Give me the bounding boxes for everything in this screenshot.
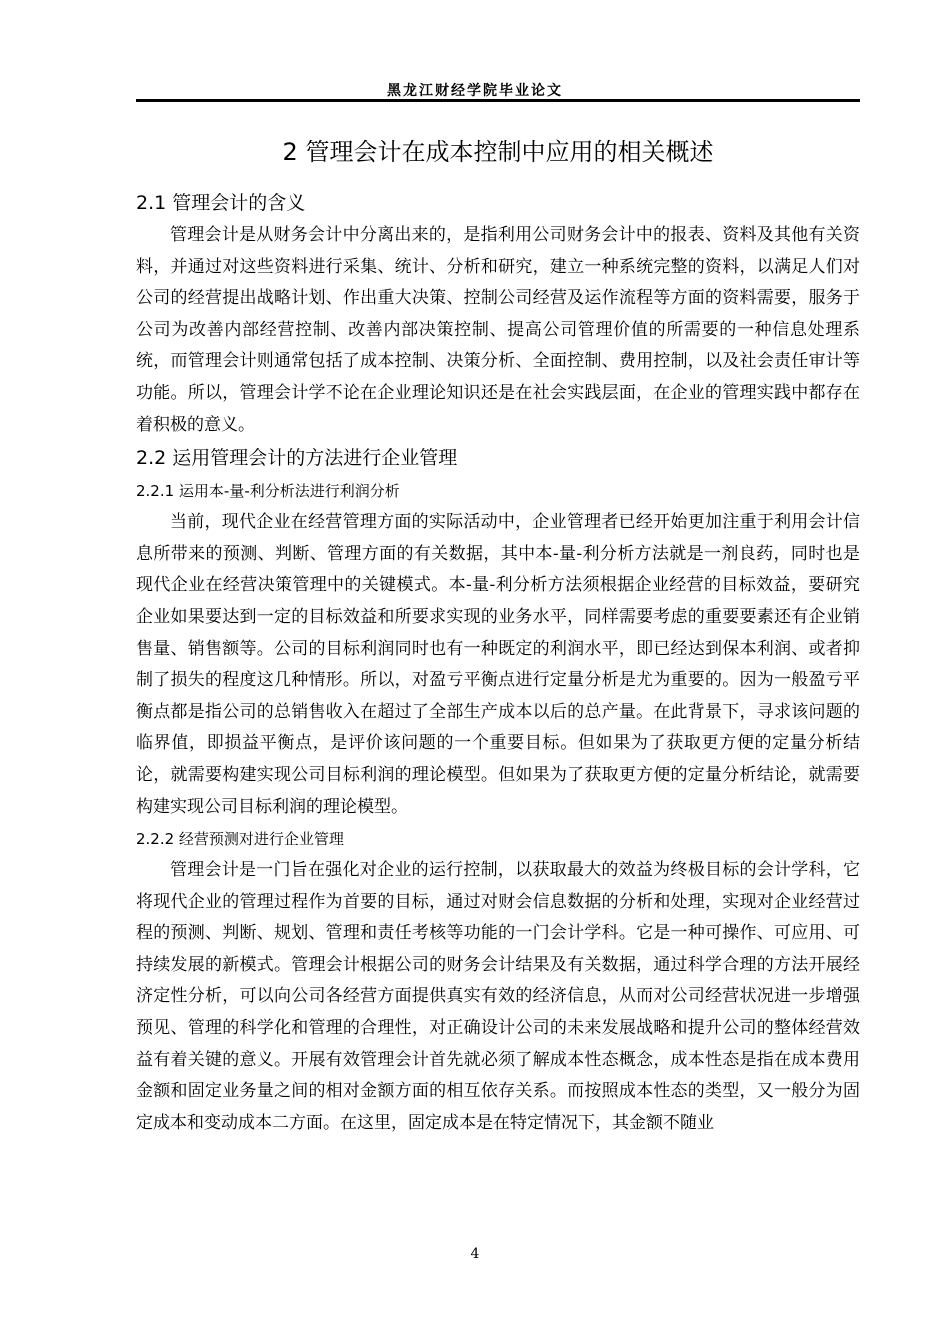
subsection-2-2-2-paragraph: 管理会计是一门旨在强化对企业的运行控制，以获取最大的效益为终极目标的会计学科，它将现代企业的管理过程作为首要的目标，通过对财会信息数据的分析和处理，实现对企业经营过程的预测、判断、规划、管理和责任考核等功能的一门会计学科。它是一种可操作、可应用、可持续发展的新模式。管理会计根据公司的财务会计结果及有关数据，通过科学合理的方法开展经济定性分析，可以向公司各经营方面提供真实有效的经济信息，从而对公司经营状况进一步增强预见、管理的科学化和管理的合理性，对正确设计公司的未来发展战略和提升公司的整体经营效益有着关键的意义。开展有效管理会计首先就必须了解成本性态概念，成本性态是指在成本费用金额和固定业务量之间的相对金额方面的相互依存关系。而按照成本性态的类型，又一般分为固定成本和变动成本二方面。在这里，固定成本是在特定情况下，其金额不随业 xyxy=(136,860,860,1133)
section-2-1-paragraph: 管理会计是从财务会计中分离出来的，是指利用公司财务会计中的报表、资料及其他有关资料，并通过对这些资料进行采集、统计、分析和研究，建立一种系统完整的资料，以满足人们对公司的经营提出战略计划、作出重大决策、控制公司经营及运作流程等方面的资料需要，服务于公司为改善内部经营控制、改善内部决策控制、提高公司管理价值的所需要的一种信息处理系统，而管理会计则通常包括了成本控制、决策分析、全面控制、费用控制，以及社会责任审计等功能。所以，管理会计学不论在企业理论知识还是在社会实践层面，在企业的管理实践中都存在着积极的意义。 xyxy=(136,225,860,435)
page-number: 4 xyxy=(470,1246,480,1262)
page-body xyxy=(136,132,860,1139)
subsection-heading-2-2-2: 2.2.2 经营预测对进行企业管理 xyxy=(136,830,344,849)
subsection-2-2-1-paragraph: 当前，现代企业在经营管理方面的实际活动中，企业管理者已经开始更加注重于利用会计信息所带来的预测、判断、管理方面的有关数据，其中本-量-利分析方法就是一剂良药，同时也是现代企业在经营决策管理中的关键模式。本-量-利分析方法须根据企业经营的目标效益，要研究企业如果要达到一定的目标效益和所要求实现的业务水平，同样需要考虑的重要要素还有企业销售量、销售额等。公司的目标利润同时也有一种既定的利润水平，即已经达到保本利润、或者抑制了损失的程度这几种情形。所以，对盈亏平衡点进行定量分析是尤为重要的。因为一般盈亏平衡点都是指公司的总销售收入在超过了全部生产成本以后的总产量。在此背景下，寻求该问题的临界值，即损益平衡点，是评价该问题的一个重要目标。但如果为了获取更方便的定量分析结论，就需要构建实现公司目标利润的理论模型。但如果为了获取更方便的定量分析结论，就需要构建实现公司目标利润的理论模型。 xyxy=(136,512,860,817)
section-heading-2-1: 2.1 管理会计的含义 xyxy=(136,192,306,214)
section-heading-2-2: 2.2 运用管理会计的方法进行企业管理 xyxy=(136,447,458,470)
running-header: 黑龙江财经学院毕业论文 xyxy=(387,83,563,99)
subsection-heading-2-2-1: 2.2.1 运用本-量-利分析法进行利润分析 xyxy=(136,482,400,501)
chapter-title: 2 管理会计在成本控制中应用的相关概述 xyxy=(282,138,714,166)
header-rule xyxy=(136,99,860,102)
